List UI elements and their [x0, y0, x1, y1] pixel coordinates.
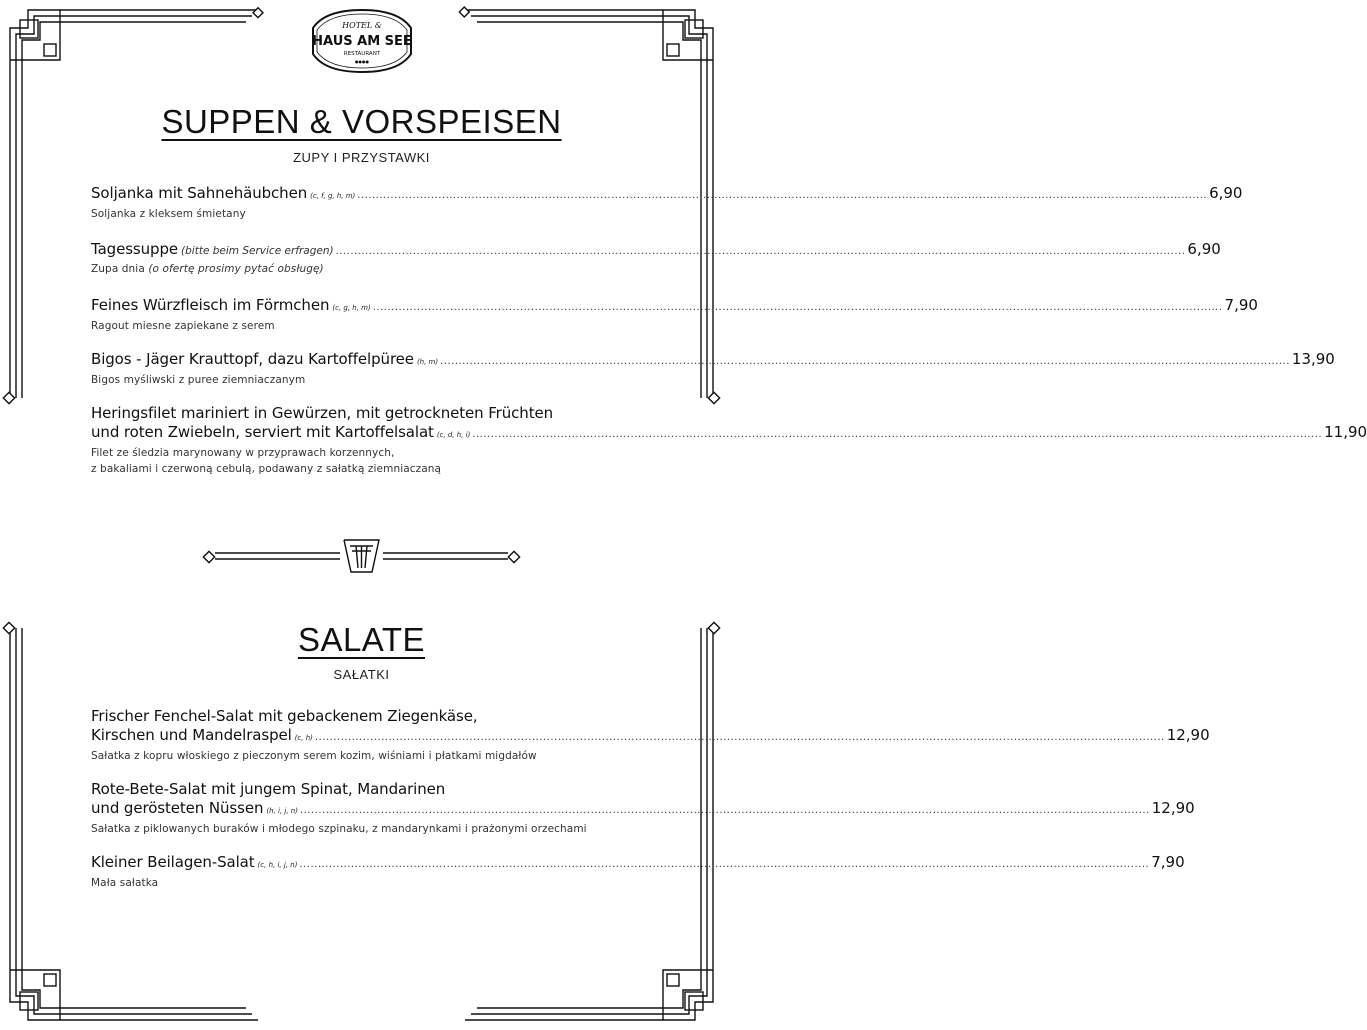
allergen-codes: (c, f, g, h, m) [310, 192, 356, 200]
dot-leader: ....................................................................................................................................................................................................................................... [335, 246, 1186, 257]
section-divider [203, 540, 519, 572]
menu-item [91, 853, 1185, 891]
section-subtitle-soups: ZUPY I PRZYSTAWKI [293, 150, 430, 165]
item-name-line2: und gerösteten Nüssen [91, 799, 264, 817]
item-name-line2: Kirschen und Mandelraspel [91, 726, 292, 744]
item-name: Tagessuppe [91, 240, 179, 258]
item-name: Bigos - Jäger Krauttopf, dazu Kartoffelpüree [91, 350, 414, 368]
item-translation: Mała sałatka [91, 877, 159, 889]
allergen-codes: (c, d, h, i) [436, 431, 471, 439]
item-name: Feines Würzfleisch im Förmchen [91, 296, 330, 314]
allergen-codes: (c, h, i, j, n) [257, 861, 298, 869]
dot-leader: ....................................................................................................................................................................................................................................... [299, 859, 1150, 870]
allergen-codes: (h, m) [416, 358, 439, 366]
item-name-line1: Rote-Bete-Salat mit jungem Spinat, Mandarinen [91, 780, 446, 798]
item-translation: Soljanka z kleksem śmietany [91, 208, 246, 220]
dot-leader: ....................................................................................................................................................................................................................................... [440, 356, 1290, 367]
item-translation-line1: Filet ze śledzia marynowany w przyprawach korzennych, [91, 447, 395, 459]
section-title-soups: SUPPEN & VORSPEISEN [161, 103, 562, 140]
item-price: 7,90 [1151, 853, 1185, 871]
item-translation-note: (o ofertę prosimy pytać obsługę) [148, 263, 324, 275]
item-price: 11,90 [1324, 423, 1367, 441]
menu-item [91, 780, 1195, 837]
item-name: Kleiner Beilagen-Salat [91, 853, 255, 871]
menu-item [91, 240, 1221, 277]
item-translation: Sałatka z kopru włoskiego z pieczonym serem kozim, wiśniami i płatkami migdałów [91, 750, 537, 762]
allergen-codes: (c, g, h, m) [332, 304, 371, 312]
logo-name: HAUS AM SEE [312, 34, 412, 49]
menu-item [91, 184, 1243, 222]
logo-bottom-text: RESTAURANT [343, 51, 381, 57]
haus-am-see-logo [305, 8, 419, 74]
dot-leader: ....................................................................................................................................................................................................................................... [357, 190, 1208, 201]
item-translation: Bigos myśliwski z puree ziemniaczanym [91, 374, 306, 386]
item-price: 12,90 [1166, 726, 1210, 744]
dot-leader: ....................................................................................................................................................................................................................................... [299, 805, 1150, 816]
item-price: 6,90 [1187, 240, 1221, 258]
item-price: 6,90 [1209, 184, 1243, 202]
item-translation: Ragout miesne zapiekane z serem [91, 320, 275, 332]
dot-leader: ....................................................................................................................................................................................................................................... [372, 302, 1223, 313]
item-translation-line2: z bakaliami i czerwoną cebulą, podawany z sałatką ziemniaczaną [91, 463, 442, 475]
item-price: 13,90 [1291, 350, 1335, 368]
item-translation: Zupa dnia [91, 263, 145, 275]
item-translation: Sałatka z piklowanych buraków i młodego szpinaku, z mandarynkami i prażonymi orzechami [91, 823, 587, 835]
menu-item [91, 404, 1367, 477]
item-name-line1: Frischer Fenchel-Salat mit gebackenem Ziegenkäse, [91, 707, 478, 725]
section-title-salads: SALATE [297, 621, 426, 658]
section-subtitle-salads: SAŁATKI [333, 667, 390, 682]
item-name-line1: Heringsfilet mariniert in Gewürzen, mit getrockneten Früchten [91, 404, 554, 422]
item-price: 12,90 [1151, 799, 1195, 817]
item-note: (bitte beim Service erfragen) [181, 245, 334, 257]
menu-item [91, 707, 1210, 764]
item-name-line2: und roten Zwiebeln, serviert mit Kartoffelsalat [91, 423, 434, 441]
allergen-codes: (h, i, j, n) [266, 807, 298, 815]
menu-item [91, 350, 1335, 388]
allergen-codes: (c, h) [294, 734, 313, 742]
dot-leader: ....................................................................................................................................................................................................................................... [472, 429, 1323, 440]
menu-item [91, 296, 1258, 334]
logo-stars: ●●●● [355, 59, 369, 64]
dot-leader: ....................................................................................................................................................................................................................................... [314, 732, 1165, 743]
item-price: 7,90 [1224, 296, 1258, 314]
item-name: Soljanka mit Sahnehäubchen [91, 184, 308, 202]
logo-top-text: HOTEL & [342, 21, 382, 30]
